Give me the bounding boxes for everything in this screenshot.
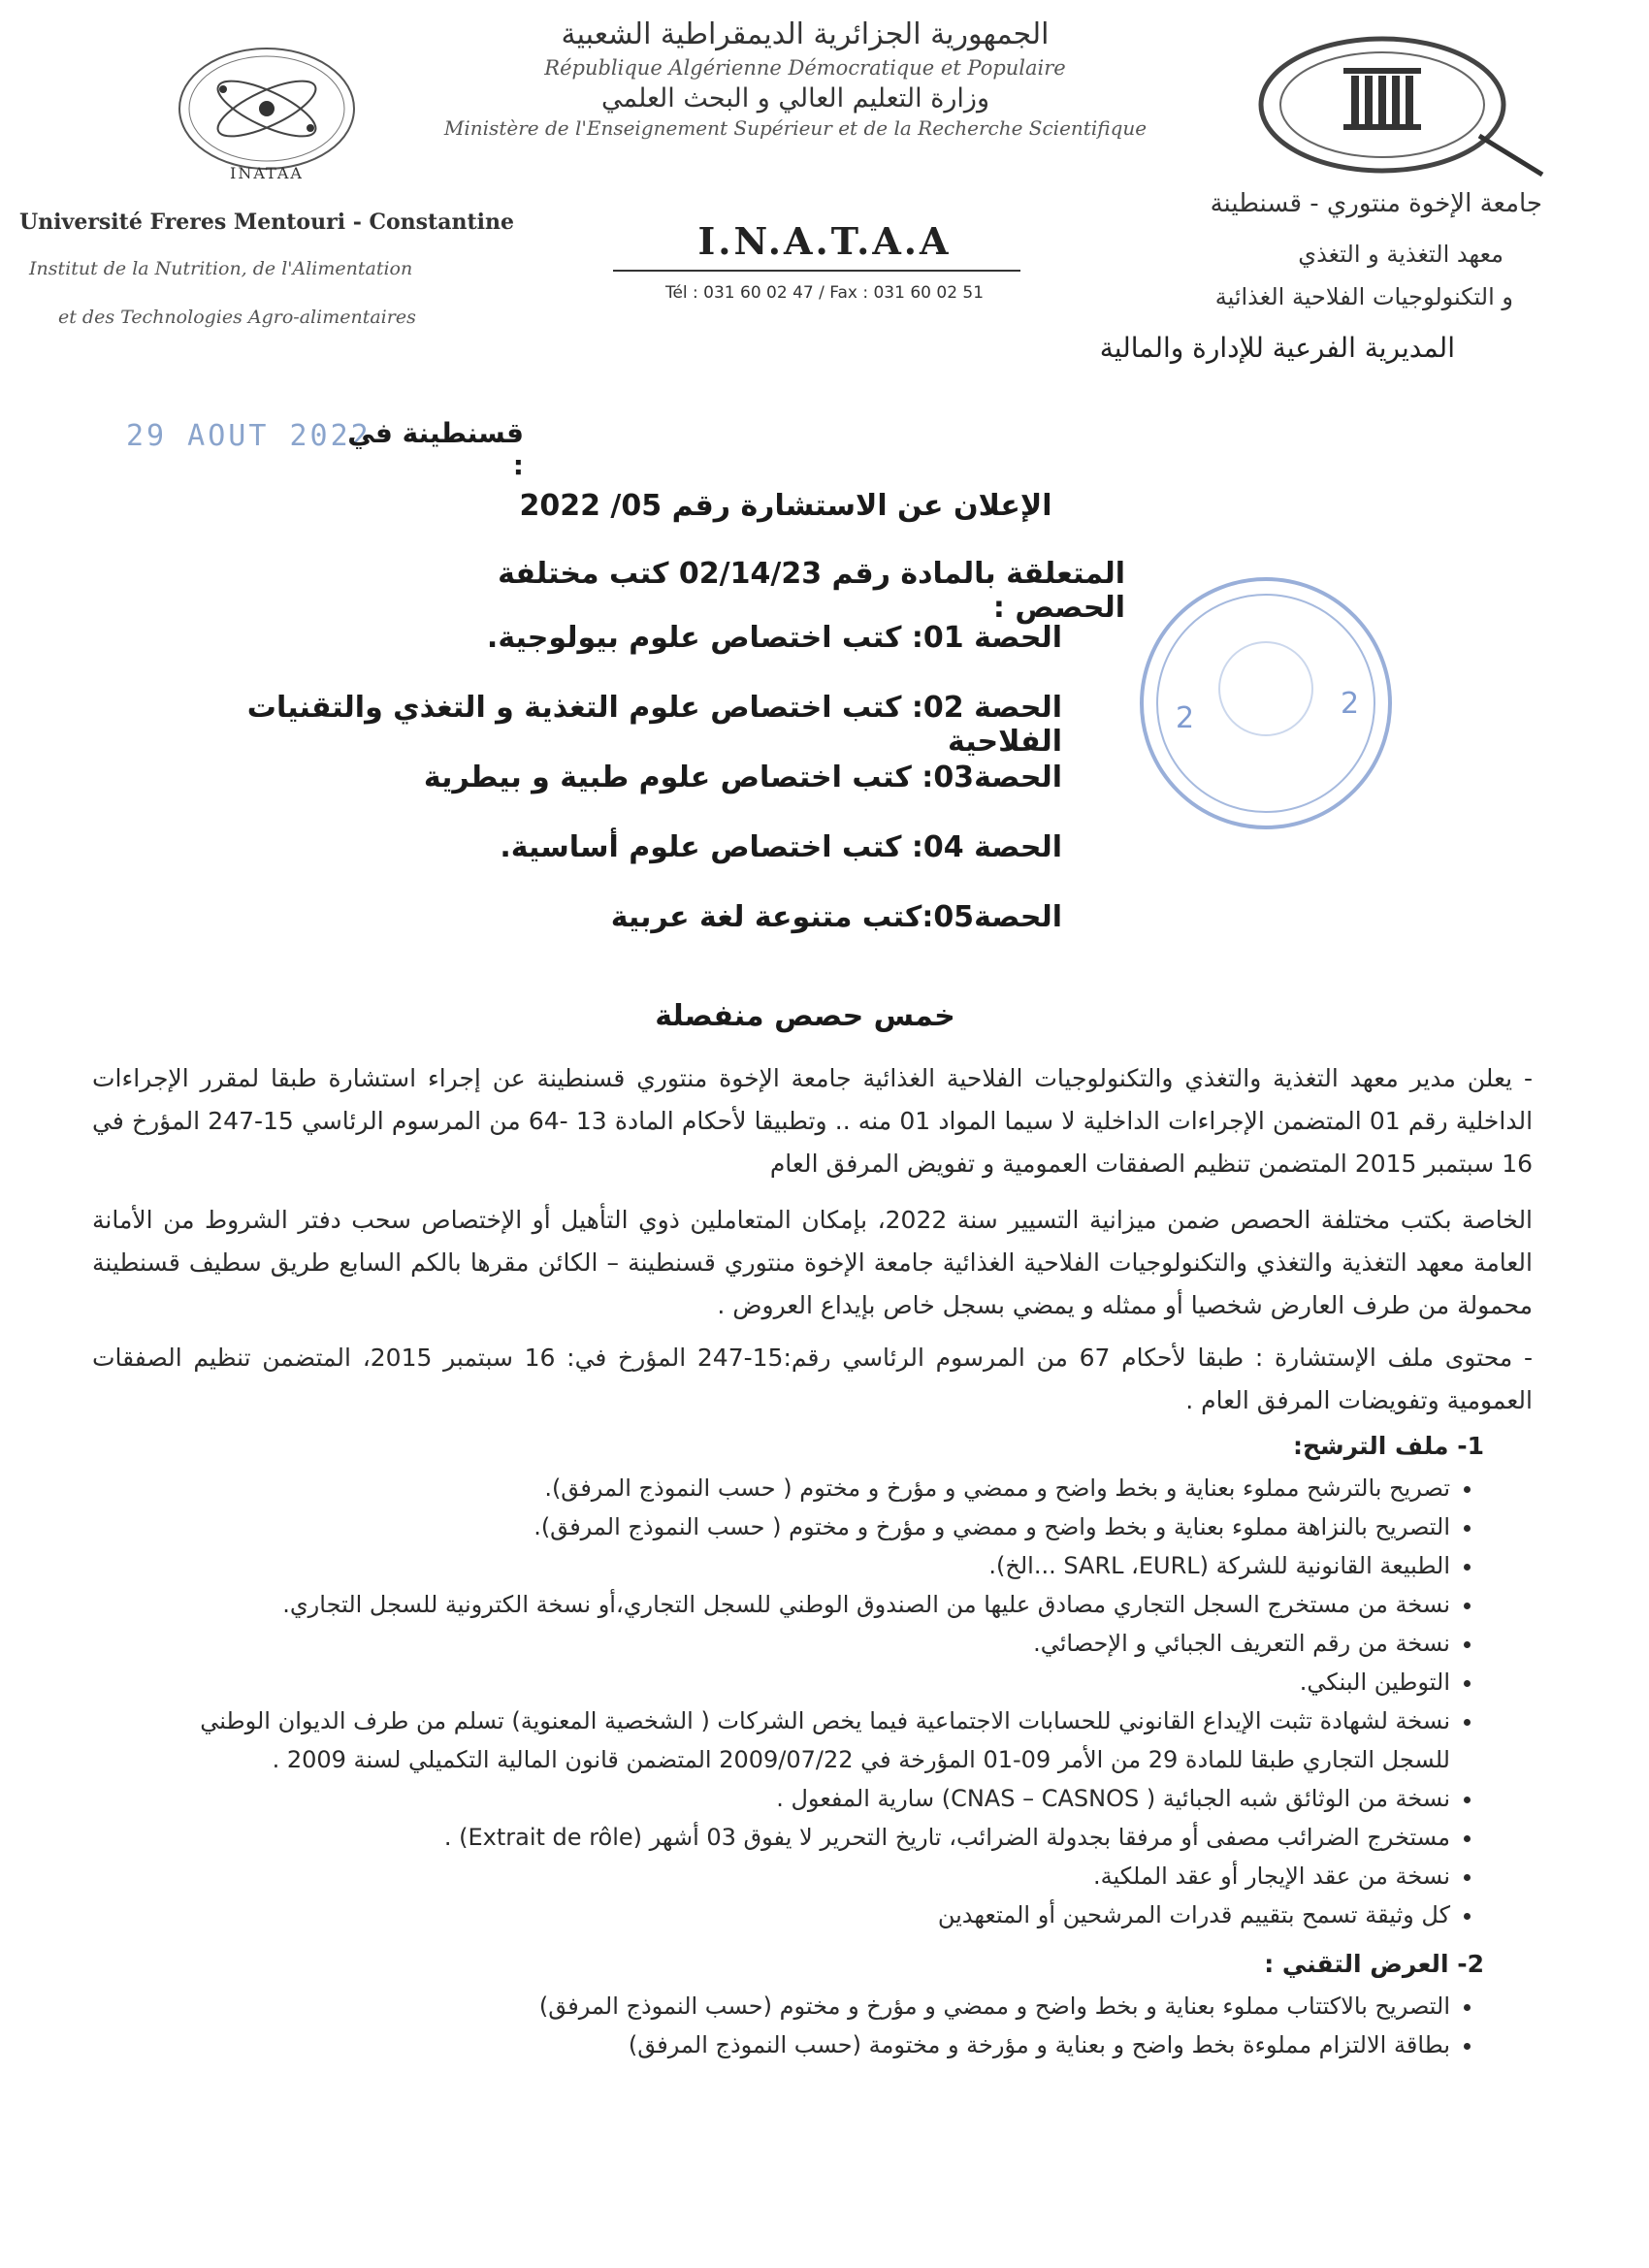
list-item: • نسخة من الوثائق شبه الجبائية ( CNAS – CASNOS) سارية المفعول .: [146, 1779, 1450, 1818]
university-name-fr: Université Freres Mentouri - Constantine: [19, 210, 514, 235]
list-item: • الطبيعة القانونية للشركة (SARL ،EURL ...الخ).: [146, 1546, 1450, 1585]
title-underline: [613, 270, 1020, 272]
institute-name-fr-line2: et des Technologies Agro-alimentaires: [58, 307, 416, 328]
date-stamp: 29 AOUT 2022: [126, 419, 372, 453]
lot-item: الحصة 01: كتب اختصاص علوم بيولوجية.: [486, 621, 1062, 655]
lot-item: الحصة03: كتب اختصاص علوم طبية و بيطرية: [423, 761, 1062, 794]
institute-name-fr-line1: Institut de la Nutrition, de l'Alimentation: [29, 258, 413, 279]
section1-title: 1- ملف الترشح:: [1293, 1432, 1484, 1460]
official-stamp-icon: [1135, 572, 1397, 834]
tel-fax: Tél : 031 60 02 47 / Fax : 031 60 02 51: [664, 283, 985, 303]
paragraph-file-content: - محتوى ملف الإستشارة : طبقا لأحكام 67 من المرسوم الرئاسي رقم:15-247 المؤرخ في: 16 سبتمبر 2015، المتضمن تنظيم الصفقات العمومية وتفويضات المرفق العام .: [92, 1344, 1533, 1414]
header-fr-republic: République Algérienne Démocratique et Populaire: [544, 56, 1066, 80]
subtitle: خمس حصص منفصلة: [655, 999, 955, 1033]
inataa-logo-icon: [165, 39, 369, 184]
paragraph-intro: - يعلن مدير معهد التغذية والتغذي والتكنولوجيات الفلاحية الغذائية جامعة الإخوة منتوري قسنطينة عن إجراء استشارة طبقا لمقرر الإجراءات الداخلية رقم 01 المتضمن الإجراءات الداخلية لا سيما المواد 01 منه .. وتطبيقا لأحكام المادة 13 -64 من المرسوم الرئاسي 15-247 المؤرخ في 16 سبتمبر 2015 المتضمن تنظيم الصفقات العمومية و تفويض المرفق العام: [92, 1064, 1534, 1178]
lot-item: الحصة 02: كتب اختصاص علوم التغذية و التغذي والتقنيات الفلاحية: [246, 691, 1062, 759]
section1-list: [146, 1469, 1477, 1934]
list-item: • التصريح بالنزاهة مملوء بعناية و بخط واضح و ممضي و مؤرخ و مختوم ( حسب النموذج المرفق).: [146, 1507, 1450, 1546]
header-ar-ministry: وزارة التعليم العالي و البحث العلمي: [600, 83, 989, 113]
list-item: • مستخرج الضرائب مصفى أو مرفقا بجدولة الضرائب، تاريخ التحرير لا يفوق 03 أشهر (Extrait de rôle) .: [146, 1818, 1450, 1857]
left-logo-text: INATAA: [230, 164, 304, 182]
header-fr-ministry: Ministère de l'Enseignement Supérieur et de la Recherche Scientifique: [443, 116, 1148, 140]
institute-name-ar-line2: و التكنولوجيات الفلاحية الغذائية: [1214, 283, 1513, 310]
subdirectorate: المديرية الفرعية للإدارة والمالية: [1099, 332, 1455, 364]
list-item: • نسخة لشهادة تثبت الإيداع القانوني للحسابات الاجتماعية فيما يخص الشركات ( الشخصية المعنوية) تسلم من طرف الديوان الوطني للسجل التجاري طبقا للمادة 29 من الأمر 09-01 المؤرخة في 2009/07/22 المتضمن قانون المالية التكميلي لسنة 2009 .: [146, 1701, 1450, 1779]
inataa-title: I.N.A.T.A.A: [697, 219, 952, 263]
list-item: • التوطين البنكي.: [146, 1663, 1450, 1701]
section2-title: 2- العرض التقني :: [1264, 1950, 1484, 1978]
lot-item: الحصة05:كتب متنوعة لغة عربية: [610, 900, 1062, 934]
list-item: • نسخة من رقم التعريف الجبائي و الإحصائي.: [146, 1624, 1450, 1663]
list-item: • نسخة من مستخرج السجل التجاري مصادق عليها من الصندوق الوطني للسجل التجاري،أو نسخة الكترونية للسجل التجاري.: [146, 1585, 1450, 1624]
announcement-subject: المتعلقة بالمادة رقم 02/14/23 كتب مختلفة الحصص :: [498, 557, 1125, 625]
section2-list: [291, 1987, 1477, 2064]
announcement-title: الإعلان عن الاستشارة رقم 05/ 2022: [519, 489, 1052, 523]
university-name-ar: جامعة الإخوة منتوري - قسنطينة: [1210, 189, 1542, 218]
header-ar-republic: الجمهورية الجزائرية الديمقراطية الشعبية: [561, 17, 1050, 51]
stamp-number-left: 2: [1176, 701, 1195, 735]
list-item: • التصريح بالاكتتاب مملوء بعناية و بخط واضح و ممضي و مؤرخ و مختوم (حسب النموذج المرفق): [291, 1987, 1450, 2025]
stamp-number-right: 2: [1341, 687, 1360, 721]
university-logo-icon: [1217, 29, 1547, 194]
list-item: • كل وثيقة تسمح بتقييم قدرات المرشحين أو المتعهدين: [146, 1895, 1450, 1934]
list-item: • نسخة من عقد الإيجار أو عقد الملكية.: [146, 1857, 1450, 1895]
institute-name-ar-line1: معهد التغذية و التغذي: [1298, 241, 1504, 268]
lot-item: الحصة 04: كتب اختصاص علوم أساسية.: [500, 830, 1062, 864]
list-item: • تصريح بالترشح مملوء بعناية و بخط واضح و ممضي و مؤرخ و مختوم ( حسب النموذج المرفق).: [146, 1469, 1450, 1507]
place-label: قسنطينة في :: [347, 417, 524, 481]
list-item: • بطاقة الالتزام مملوءة بخط واضح و بعناية و مؤرخة و مختومة (حسب النموذج المرفق): [291, 2025, 1450, 2064]
paragraph-withdrawal: الخاصة بكتب مختلفة الحصص ضمن ميزانية التسيير سنة 2022، بإمكان المتعاملين ذوي التأهيل أو الإختصاص سحب دفتر الشروط من الأمانة العامة معهد التغذية والتغذي والتكنولوجيات الفلاحية الغذائية جامعة الإخوة منتوري قسنطينة – الكائن مقرها بالكم السابع طريق سطيف قسنطينة محمولة من طرف العارض شخصيا أو ممثله و يمضي بسجل خاص بإيداع العروض .: [92, 1206, 1534, 1319]
